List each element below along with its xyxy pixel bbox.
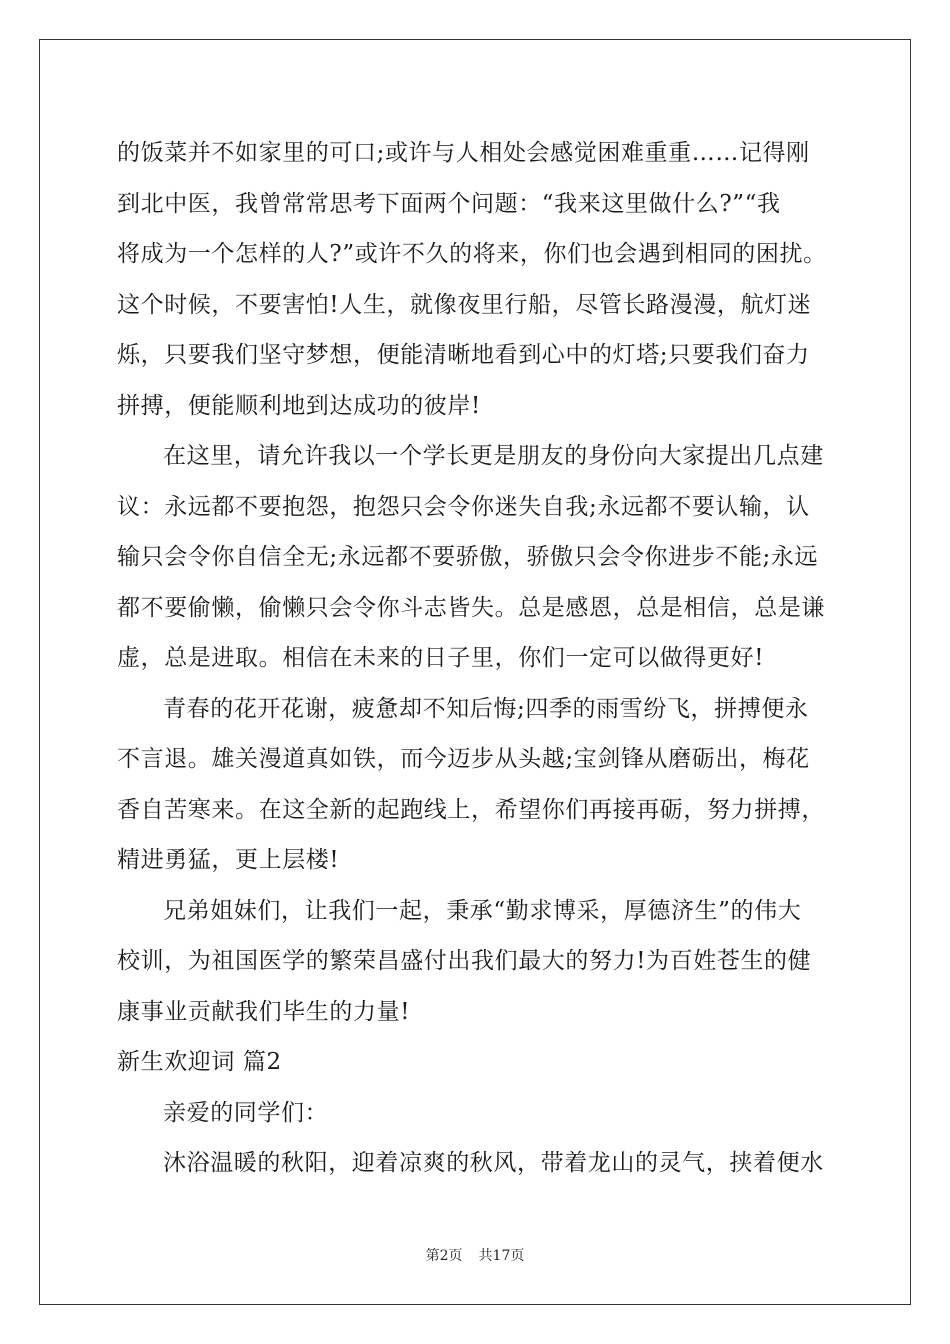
text-line: 到北中医，我曾常常思考下面两个问题：“我来这里做什么?”“我	[117, 190, 781, 217]
text-line: 在这里，请允许我以一个学长更是朋友的身份向大家提出几点建	[163, 443, 824, 469]
section-heading: 新生欢迎词 篇2	[117, 1049, 282, 1075]
text-line: 校训，为祖国医学的繁荣昌盛付出我们最大的努力!为百姓苍生的健	[117, 948, 812, 974]
text-line: 输只会令你自信全无;永远都不要骄傲，骄傲只会令你进步不能;永远	[117, 544, 819, 570]
paragraph-2	[117, 431, 862, 684]
paragraph-3	[117, 684, 862, 886]
text-line: 这个时候，不要害怕!人生，就像夜里行船，尽管长路漫漫，航灯迷	[117, 291, 812, 318]
text-line: 的饭菜并不如家里的可口;或许与人相处会感觉困难重重……记得刚	[117, 140, 810, 166]
text-line: 兄弟姐妹们，让我们一起，秉承“勤求博采，厚德济生”的伟大	[163, 897, 802, 924]
page-number: 第2页	[425, 1248, 463, 1264]
text-line: 不言退。雄关漫道真如铁，而今迈步从头越;宝剑锋从磨砺出，梅花	[117, 746, 810, 772]
text-line: 议：永远都不要抱怨，抱怨只会令你迷失自我;永远都不要认输，认	[117, 493, 810, 520]
text-line: 拼搏，便能顺利地到达成功的彼岸!	[117, 392, 481, 419]
text-line: 将成为一个怎样的人?”或许不久的将来，你们也会遇到相同的困扰。	[117, 241, 827, 267]
text-line: 都不要偷懒，偷懒只会令你斗志皆失。总是感恩，总是相信，总是谦	[117, 594, 825, 621]
text-line: 康事业贡献我们毕生的力量!	[117, 998, 411, 1025]
text-line: 香自苦寒来。在这全新的起跑线上，希望你们再接再砺，努力拼搏，	[117, 796, 825, 823]
text-line: 青春的花开花谢，疲惫却不知后悔;四季的雨雪纷飞，拼搏便永	[163, 695, 809, 722]
text-line: 虚，总是进取。相信在未来的日子里，你们一定可以做得更好!	[117, 645, 765, 671]
paragraph-5: 沐浴温暖的秋阳，迎着凉爽的秋风，带着龙山的灵气，挟着便水	[163, 1150, 824, 1176]
greeting: 亲爱的同学们：	[163, 1099, 329, 1126]
text-line: 精进勇猛，更上层楼!	[117, 847, 340, 873]
text-line: 烁，只要我们坚守梦想，便能清晰地看到心中的灯塔;只要我们奋力	[117, 342, 810, 368]
page-footer	[0, 1245, 950, 1265]
page-total: 共17页	[478, 1248, 525, 1264]
paragraph-1	[117, 128, 862, 431]
paragraph-4	[117, 886, 862, 1038]
document-body	[117, 128, 862, 1189]
